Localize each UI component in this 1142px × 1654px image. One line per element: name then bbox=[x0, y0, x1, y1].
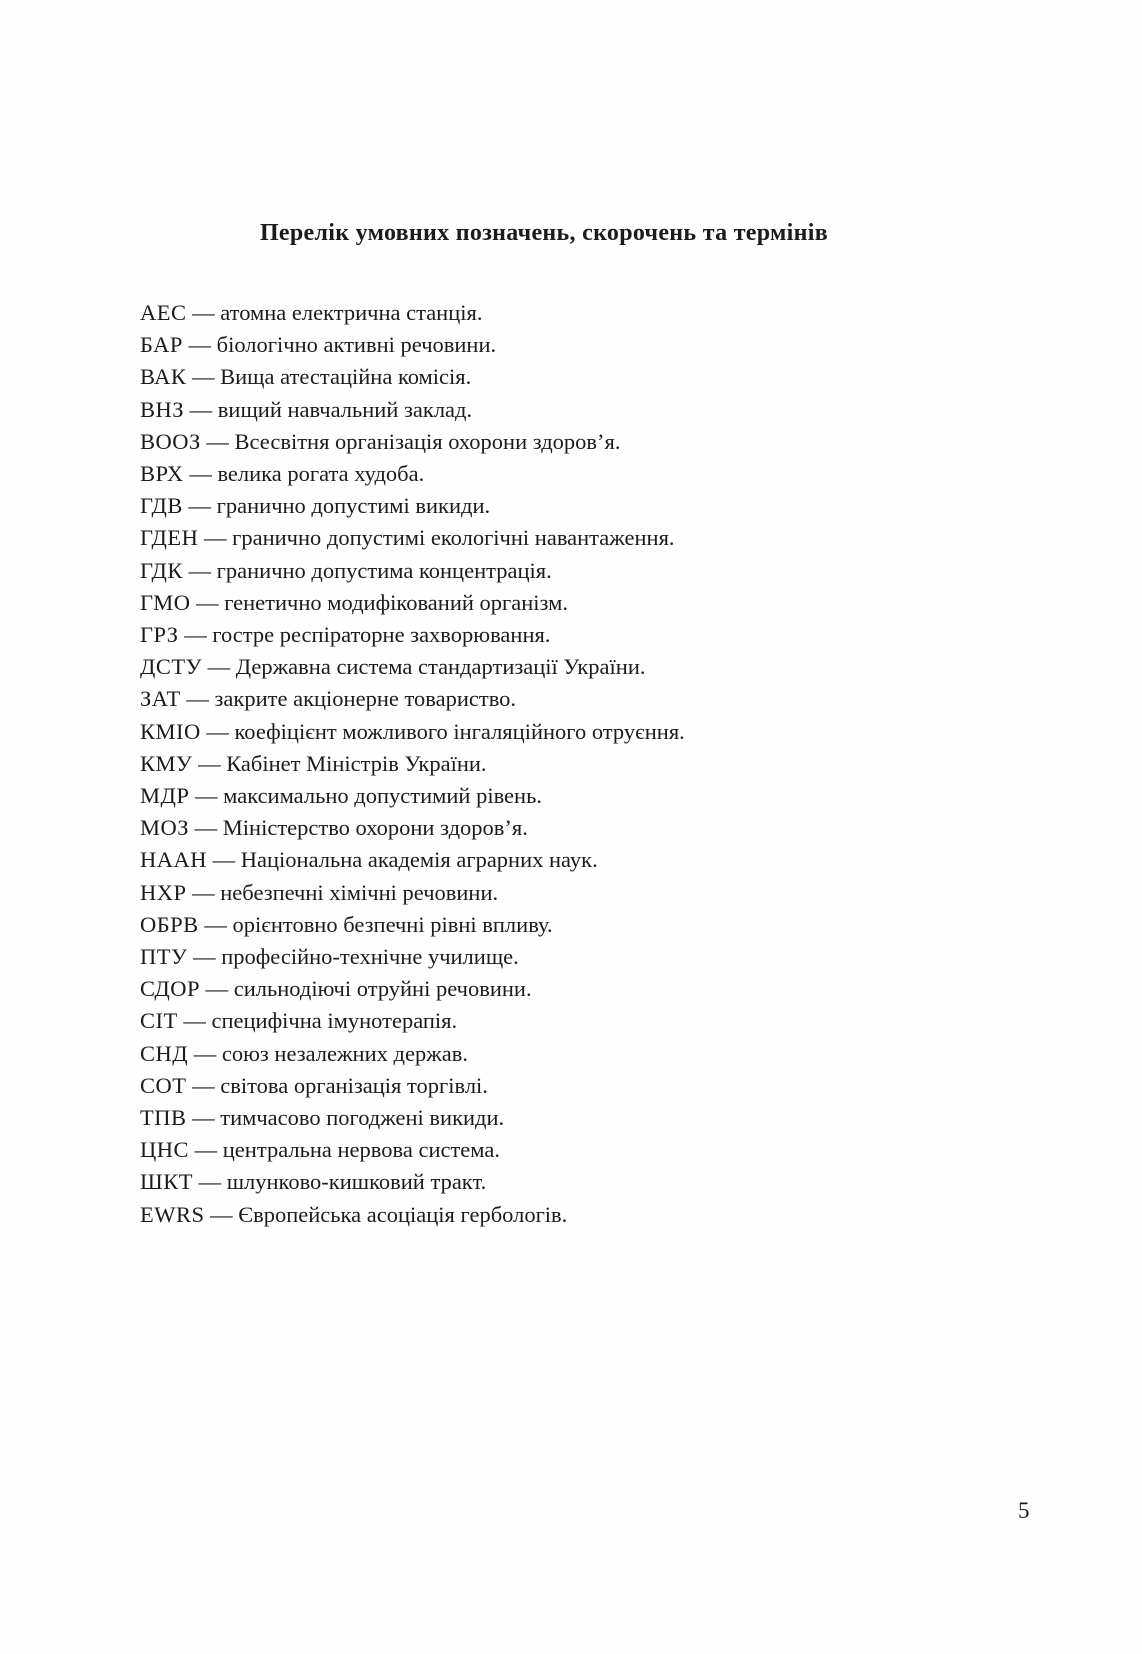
list-item bbox=[140, 1166, 1020, 1198]
abbreviation: СОТ bbox=[140, 1072, 187, 1098]
abbreviation: ЗАТ bbox=[140, 686, 181, 712]
separator-dash: — bbox=[198, 911, 233, 937]
page-number: 5 bbox=[1018, 1498, 1030, 1523]
list-item bbox=[140, 458, 1020, 490]
definition: тимчасово погоджені викиди. bbox=[220, 1105, 505, 1131]
separator-dash: — bbox=[200, 976, 234, 1002]
abbreviation: НААН bbox=[140, 847, 207, 873]
list-item bbox=[140, 490, 1020, 522]
list-item bbox=[140, 619, 1020, 651]
abbreviation: ГРЗ bbox=[140, 622, 179, 648]
separator-dash: — bbox=[178, 622, 213, 648]
separator-dash: — bbox=[190, 589, 225, 615]
separator-dash: — bbox=[180, 686, 215, 712]
definition: атомна електрична станція. bbox=[220, 300, 483, 325]
list-item bbox=[140, 941, 1020, 973]
definition: Національна академія аграрних наук. bbox=[240, 847, 598, 873]
definition: гранично допустима концентрація. bbox=[216, 557, 552, 583]
list-item bbox=[140, 683, 1020, 715]
abbreviation: ОБРВ bbox=[140, 911, 199, 937]
abbreviation: АЕС bbox=[140, 300, 187, 325]
list-item bbox=[140, 587, 1020, 619]
page-title: Перелік умовних позначень, скорочень та термінів bbox=[259, 220, 829, 246]
separator-dash: — bbox=[182, 332, 217, 358]
separator-dash: — bbox=[204, 1201, 239, 1227]
separator-dash: — bbox=[198, 525, 233, 551]
definition: Державна система стандартизації України. bbox=[235, 654, 646, 680]
separator-dash: — bbox=[207, 847, 241, 873]
list-item bbox=[140, 651, 1020, 683]
list-item bbox=[140, 780, 1020, 812]
separator-dash: — bbox=[202, 654, 236, 680]
separator-dash: — bbox=[186, 364, 221, 390]
definition: коефіцієнт можливого інгаляційного отруєння. bbox=[234, 718, 685, 744]
abbreviation: ЦНС bbox=[140, 1137, 190, 1163]
list-item bbox=[140, 748, 1020, 780]
definition: небезпечні хімічні речовини. bbox=[220, 879, 499, 905]
definition: гостре респіраторне захворювання. bbox=[212, 622, 551, 648]
abbreviation: СІТ bbox=[140, 1008, 178, 1034]
list-item bbox=[140, 522, 1020, 554]
separator-dash: — bbox=[182, 493, 217, 519]
abbreviation: БАР bbox=[140, 332, 183, 358]
definition: професійно-технічне училище. bbox=[221, 944, 519, 970]
definition: світова організація торгівлі. bbox=[220, 1072, 488, 1098]
abbreviation: ГДЕН bbox=[140, 525, 199, 551]
definition: Кабінет Міністрів України. bbox=[226, 750, 487, 776]
definition: вищий навчальний заклад. bbox=[217, 396, 473, 422]
separator-dash: — bbox=[186, 1072, 221, 1098]
definition: максимально допустимий рівень. bbox=[223, 783, 542, 809]
separator-dash: — bbox=[188, 1040, 222, 1066]
separator-dash: — bbox=[182, 557, 217, 583]
abbreviation: МОЗ bbox=[140, 815, 190, 841]
list-item bbox=[140, 297, 1020, 329]
definition: гранично допустимі екологічні навантаження. bbox=[232, 525, 675, 551]
definition: закрите акціонерне товариство. bbox=[214, 686, 517, 712]
list-item bbox=[140, 1199, 1020, 1231]
separator-dash: — bbox=[186, 300, 221, 325]
abbreviation: ВАК bbox=[140, 364, 187, 390]
list-item bbox=[140, 426, 1020, 458]
separator-dash: — bbox=[189, 1137, 223, 1163]
abbreviation: ВРХ bbox=[140, 461, 184, 487]
list-item bbox=[140, 394, 1020, 426]
abbreviation: КМІО bbox=[140, 718, 201, 744]
separator-dash: — bbox=[183, 461, 218, 487]
list-item bbox=[140, 877, 1020, 909]
separator-dash: — bbox=[189, 783, 224, 809]
list-item bbox=[140, 844, 1020, 876]
list-item bbox=[140, 555, 1020, 587]
separator-dash: — bbox=[184, 396, 218, 422]
definition: біологічно активні речовини. bbox=[216, 332, 497, 358]
list-item bbox=[140, 909, 1020, 941]
definition: Вища атестаційна комісія. bbox=[220, 364, 472, 390]
separator-dash: — bbox=[187, 944, 222, 970]
definition: шлунково-кишковий тракт. bbox=[226, 1169, 487, 1195]
separator-dash: — bbox=[177, 1008, 212, 1034]
separator-dash: — bbox=[186, 1105, 221, 1131]
list-item bbox=[140, 1134, 1020, 1166]
list-item bbox=[140, 1070, 1020, 1102]
definition: Всесвітня організація охорони здоров’я. bbox=[234, 428, 621, 454]
separator-dash: — bbox=[189, 815, 223, 841]
list-item bbox=[140, 361, 1020, 393]
abbreviation-list bbox=[140, 297, 1020, 1231]
abbreviation: ВНЗ bbox=[140, 396, 185, 422]
definition: центральна нервова система. bbox=[222, 1137, 500, 1163]
definition: Європейська асоціація гербологів. bbox=[238, 1201, 568, 1227]
abbreviation: СНД bbox=[140, 1040, 189, 1066]
definition: союз незалежних держав. bbox=[221, 1040, 468, 1066]
abbreviation: МДР bbox=[140, 783, 190, 809]
definition: специфічна імунотерапія. bbox=[211, 1008, 458, 1034]
abbreviation: КМУ bbox=[140, 750, 193, 776]
abbreviation: ВООЗ bbox=[140, 428, 201, 454]
list-item bbox=[140, 812, 1020, 844]
separator-dash: — bbox=[192, 750, 227, 776]
abbreviation: НХР bbox=[140, 879, 187, 905]
definition: велика рогата худоба. bbox=[217, 461, 425, 487]
list-item bbox=[140, 329, 1020, 361]
abbreviation: ГДК bbox=[140, 557, 183, 583]
separator-dash: — bbox=[192, 1169, 227, 1195]
definition: гранично допустимі викиди. bbox=[216, 493, 491, 519]
list-item bbox=[140, 1005, 1020, 1037]
abbreviation: EWRS bbox=[140, 1201, 205, 1227]
definition: сильнодіючі отруйні речовини. bbox=[233, 976, 532, 1002]
abbreviation: СДОР bbox=[140, 976, 200, 1002]
list-item bbox=[140, 1038, 1020, 1070]
abbreviation: ТПВ bbox=[140, 1105, 187, 1131]
separator-dash: — bbox=[200, 428, 235, 454]
list-item bbox=[140, 973, 1020, 1005]
definition: генетично модифікований організм. bbox=[224, 589, 568, 615]
separator-dash: — bbox=[186, 879, 221, 905]
abbreviation: ШКТ bbox=[140, 1169, 193, 1195]
list-item bbox=[140, 716, 1020, 748]
abbreviation: ПТУ bbox=[140, 944, 188, 970]
abbreviation: ГДВ bbox=[140, 493, 183, 519]
abbreviation: ГМО bbox=[140, 589, 191, 615]
definition: Міністерство охорони здоров’я. bbox=[222, 815, 528, 841]
abbreviation: ДСТУ bbox=[140, 654, 203, 680]
definition: орієнтовно безпечні рівні впливу. bbox=[232, 911, 553, 937]
separator-dash: — bbox=[200, 718, 235, 744]
list-item bbox=[140, 1102, 1020, 1134]
